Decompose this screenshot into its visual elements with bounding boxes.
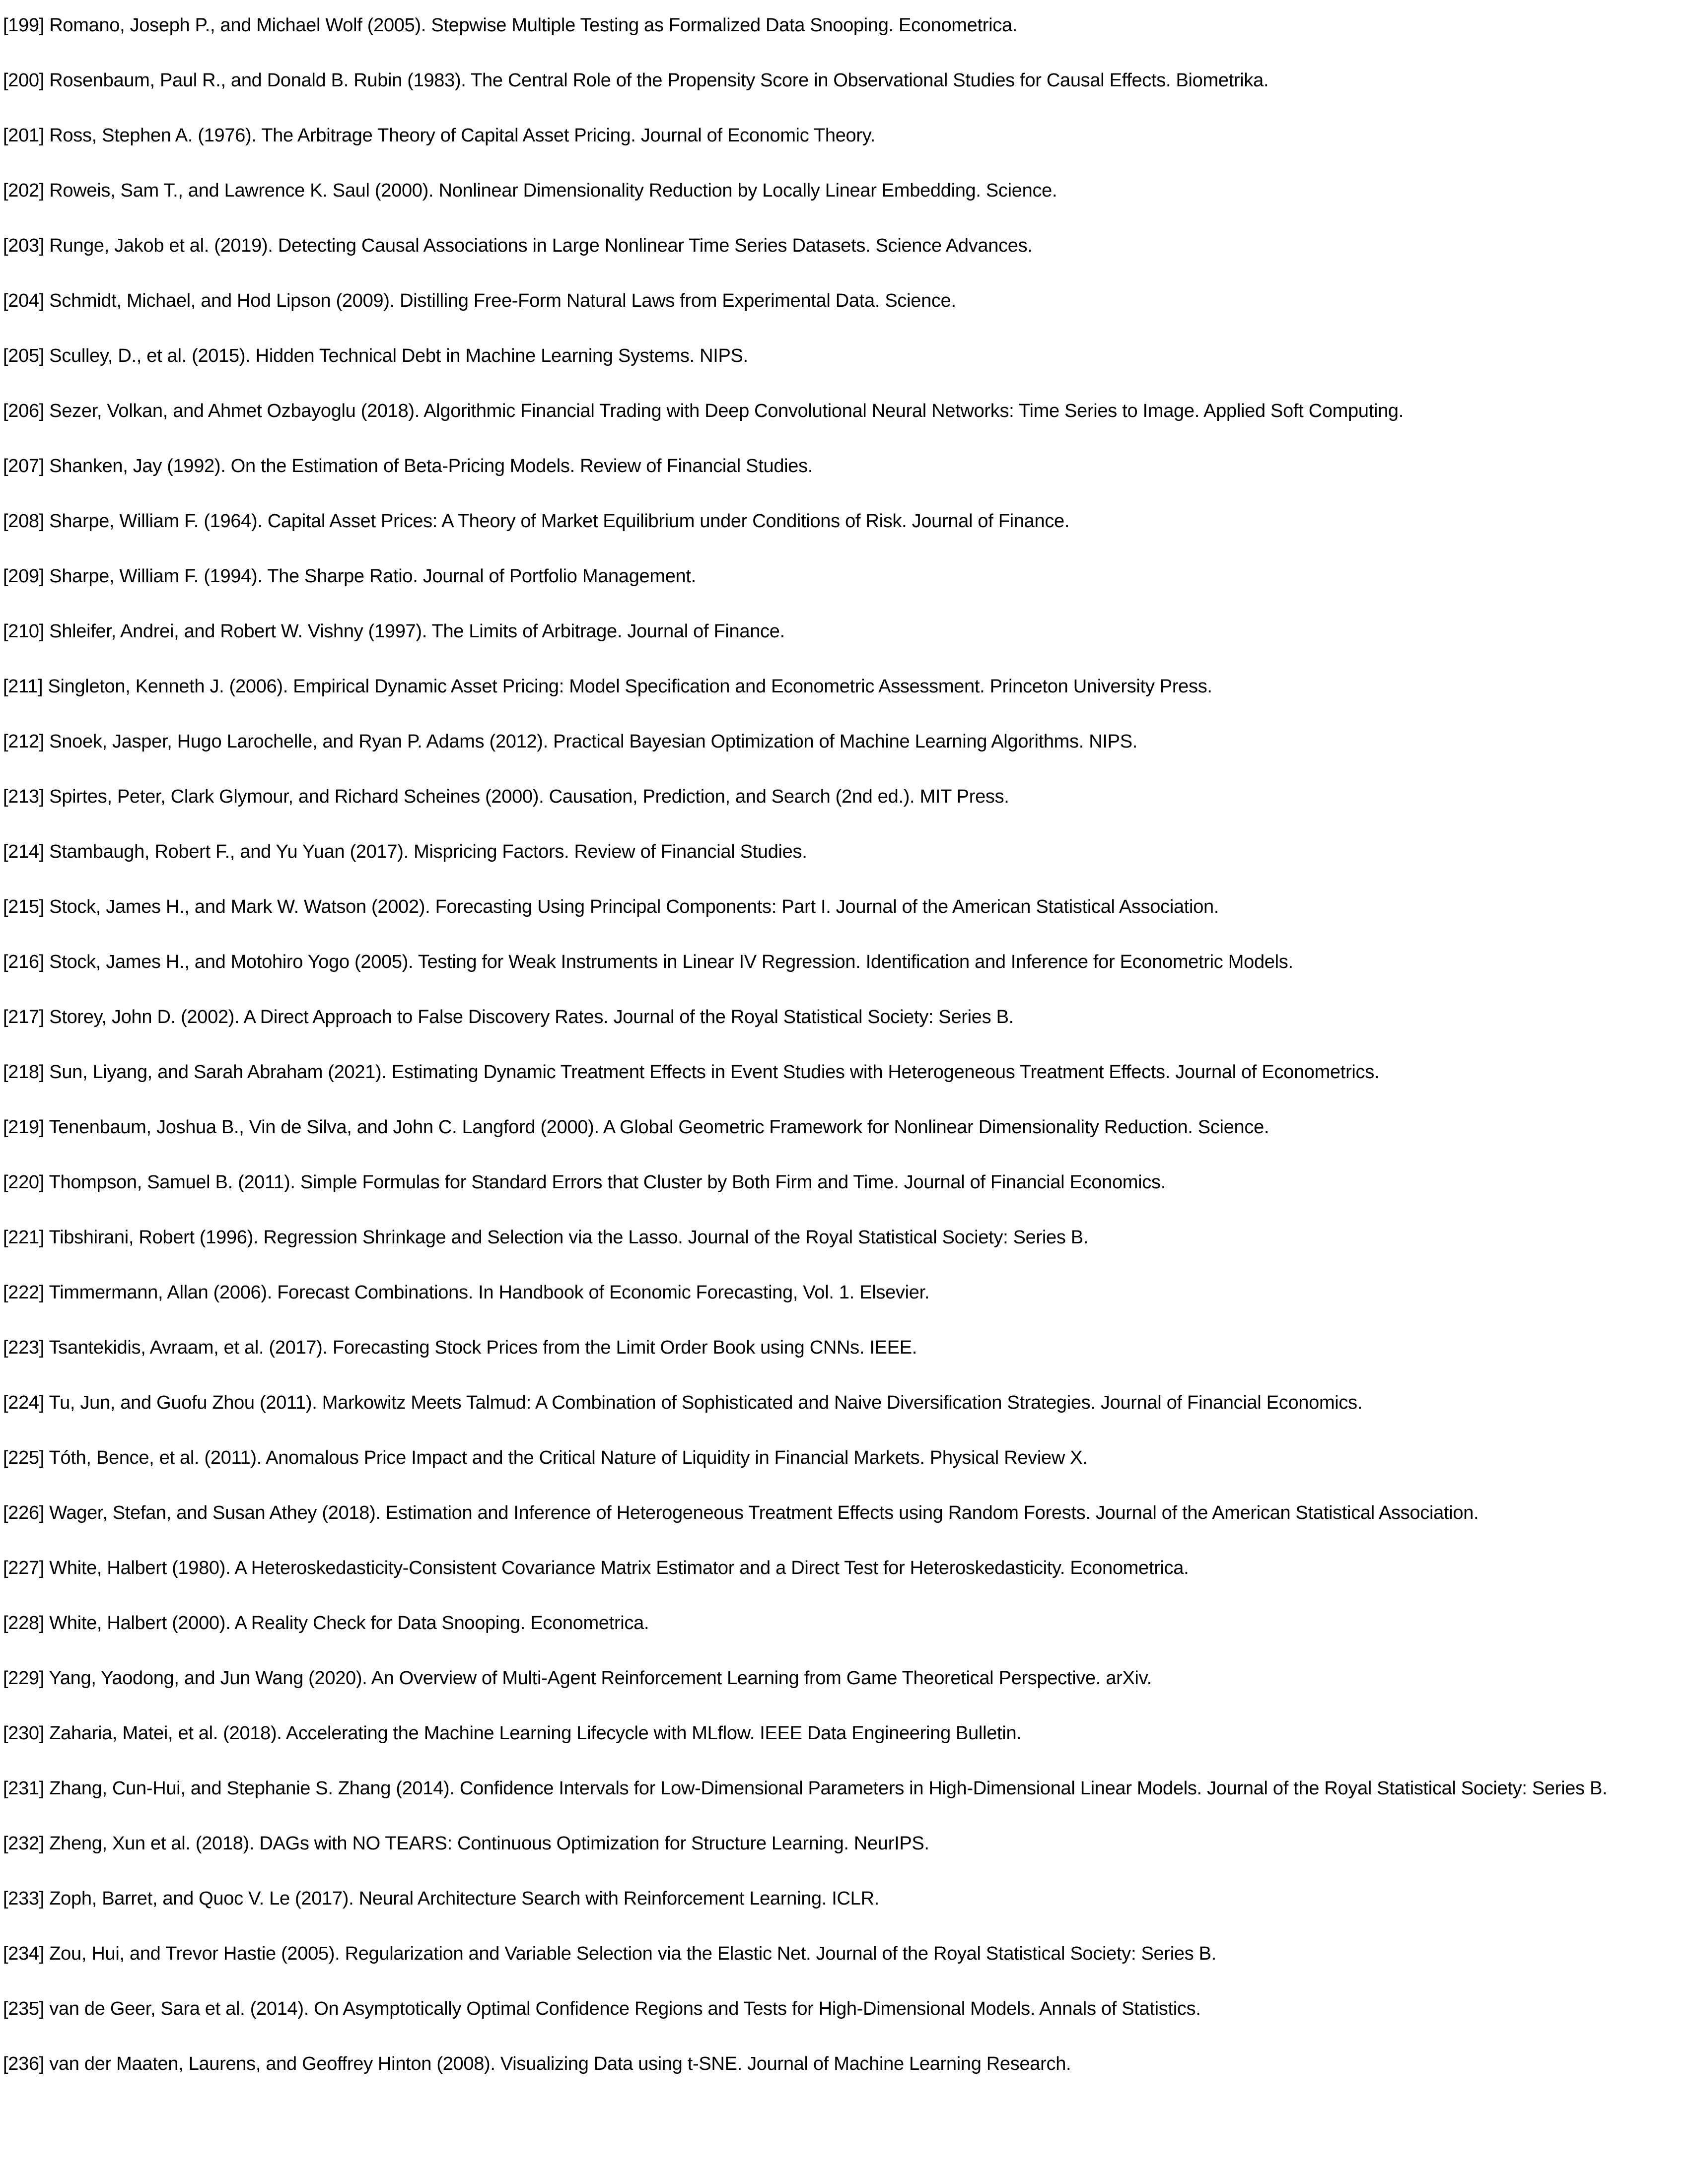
reference-item: [223] Tsantekidis, Avraam, et al. (2017). Forecasting Stock Prices from the Limit Order Book using CNNs. IEEE. — [3, 1337, 917, 1358]
reference-item: [218] Sun, Liyang, and Sarah Abraham (2021). Estimating Dynamic Treatment Effects in Event Studies with Heterogeneous Treatment Effects. Journal of Econometrics. — [3, 1062, 1380, 1083]
reference-item: [206] Sezer, Volkan, and Ahmet Ozbayoglu (2018). Algorithmic Financial Trading with Deep Convolutional Neural Networks: Time Series to Image. Applied Soft Computing. — [3, 401, 1404, 421]
reference-item: [236] van der Maaten, Laurens, and Geoffrey Hinton (2008). Visualizing Data using t-SNE. Journal of Machine Learning Research. — [3, 2053, 1071, 2074]
reference-item: [230] Zaharia, Matei, et al. (2018). Accelerating the Machine Learning Lifecycle with MLflow. IEEE Data Engineering Bulletin. — [3, 1723, 1022, 1744]
reference-item: [231] Zhang, Cun-Hui, and Stephanie S. Zhang (2014). Confidence Intervals for Low-Dimensional Parameters in High-Dimensional Linear Models. Journal of the Royal Statistical Society: Series B. — [3, 1778, 1608, 1799]
reference-item: [203] Runge, Jakob et al. (2019). Detecting Causal Associations in Large Nonlinear Time Series Datasets. Science Advances. — [3, 235, 1033, 256]
reference-item: [200] Rosenbaum, Paul R., and Donald B. Rubin (1983). The Central Role of the Propensity Score in Observational Studies for Causal Effects. Biometrika. — [3, 70, 1269, 91]
reference-item: [235] van de Geer, Sara et al. (2014). On Asymptotically Optimal Confidence Regions and Tests for High-Dimensional Models. Annals of Statistics. — [3, 1998, 1201, 2019]
reference-item: [232] Zheng, Xun et al. (2018). DAGs with NO TEARS: Continuous Optimization for Structure Learning. NeurIPS. — [3, 1833, 929, 1854]
reference-item: [214] Stambaugh, Robert F., and Yu Yuan (2017). Mispricing Factors. Review of Financial Studies. — [3, 841, 807, 862]
reference-item: [220] Thompson, Samuel B. (2011). Simple Formulas for Standard Errors that Cluster by Both Firm and Time. Journal of Financial Economics. — [3, 1172, 1166, 1193]
reference-item: [225] Tóth, Bence, et al. (2011). Anomalous Price Impact and the Critical Nature of Liquidity in Financial Markets. Physical Review X. — [3, 1447, 1088, 1468]
reference-item: [221] Tibshirani, Robert (1996). Regression Shrinkage and Selection via the Lasso. Journal of the Royal Statistical Society: Series B. — [3, 1227, 1089, 1248]
reference-item: [201] Ross, Stephen A. (1976). The Arbitrage Theory of Capital Asset Pricing. Journal of Economic Theory. — [3, 125, 875, 146]
references-list — [3, 7, 1681, 2083]
reference-item: [233] Zoph, Barret, and Quoc V. Le (2017). Neural Architecture Search with Reinforcement Learning. ICLR. — [3, 1888, 879, 1909]
reference-item: [202] Roweis, Sam T., and Lawrence K. Saul (2000). Nonlinear Dimensionality Reduction by Locally Linear Embedding. Science. — [3, 180, 1057, 201]
reference-item: [219] Tenenbaum, Joshua B., Vin de Silva, and John C. Langford (2000). A Global Geometric Framework for Nonlinear Dimensionality Reduction. Science. — [3, 1117, 1269, 1138]
reference-item: [224] Tu, Jun, and Guofu Zhou (2011). Markowitz Meets Talmud: A Combination of Sophisticated and Naive Diversification Strategies. Journal of Financial Economics. — [3, 1392, 1363, 1413]
reference-item: [228] White, Halbert (2000). A Reality Check for Data Snooping. Econometrica. — [3, 1613, 649, 1634]
reference-item: [211] Singleton, Kenneth J. (2006). Empirical Dynamic Asset Pricing: Model Specification and Econometric Assessment. Princeton University Press. — [3, 676, 1212, 697]
reference-item: [216] Stock, James H., and Motohiro Yogo (2005). Testing for Weak Instruments in Linear IV Regression. Identification and Inference for Econometric Models. — [3, 952, 1293, 972]
reference-item: [227] White, Halbert (1980). A Heteroskedasticity-Consistent Covariance Matrix Estimator and a Direct Test for Heteroskedasticity. Econometrica. — [3, 1558, 1189, 1578]
reference-item: [207] Shanken, Jay (1992). On the Estimation of Beta-Pricing Models. Review of Financial Studies. — [3, 456, 813, 477]
reference-item: [204] Schmidt, Michael, and Hod Lipson (2009). Distilling Free-Form Natural Laws from Experimental Data. Science. — [3, 290, 956, 311]
reference-item: [199] Romano, Joseph P., and Michael Wolf (2005). Stepwise Multiple Testing as Formalized Data Snooping. Econometrica. — [3, 15, 1018, 36]
reference-item: [213] Spirtes, Peter, Clark Glymour, and Richard Scheines (2000). Causation, Prediction, and Search (2nd ed.). MIT Press. — [3, 786, 1009, 807]
reference-item: [205] Sculley, D., et al. (2015). Hidden Technical Debt in Machine Learning Systems. NIPS. — [3, 345, 748, 366]
reference-item: [234] Zou, Hui, and Trevor Hastie (2005). Regularization and Variable Selection via the Elastic Net. Journal of the Royal Statistical Society: Series B. — [3, 1943, 1216, 1964]
reference-item: [215] Stock, James H., and Mark W. Watson (2002). Forecasting Using Principal Components: Part I. Journal of the American Statistical Association. — [3, 896, 1219, 917]
reference-item: [222] Timmermann, Allan (2006). Forecast Combinations. In Handbook of Economic Forecasting, Vol. 1. Elsevier. — [3, 1282, 930, 1303]
reference-item: [217] Storey, John D. (2002). A Direct Approach to False Discovery Rates. Journal of the Royal Statistical Society: Series B. — [3, 1007, 1014, 1027]
reference-item: [212] Snoek, Jasper, Hugo Larochelle, and Ryan P. Adams (2012). Practical Bayesian Optimization of Machine Learning Algorithms. NIPS. — [3, 731, 1138, 752]
reference-item: [209] Sharpe, William F. (1994). The Sharpe Ratio. Journal of Portfolio Management. — [3, 566, 696, 587]
reference-item: [210] Shleifer, Andrei, and Robert W. Vishny (1997). The Limits of Arbitrage. Journal of Finance. — [3, 621, 785, 642]
reference-item: [208] Sharpe, William F. (1964). Capital Asset Prices: A Theory of Market Equilibrium under Conditions of Risk. Journal of Finance. — [3, 511, 1070, 532]
reference-item: [226] Wager, Stefan, and Susan Athey (2018). Estimation and Inference of Heterogeneous Treatment Effects using Random Forests. Journal of the American Statistical Association. — [3, 1502, 1479, 1523]
reference-item: [229] Yang, Yaodong, and Jun Wang (2020). An Overview of Multi-Agent Reinforcement Learning from Game Theoretical Perspective. arXiv. — [3, 1668, 1152, 1689]
